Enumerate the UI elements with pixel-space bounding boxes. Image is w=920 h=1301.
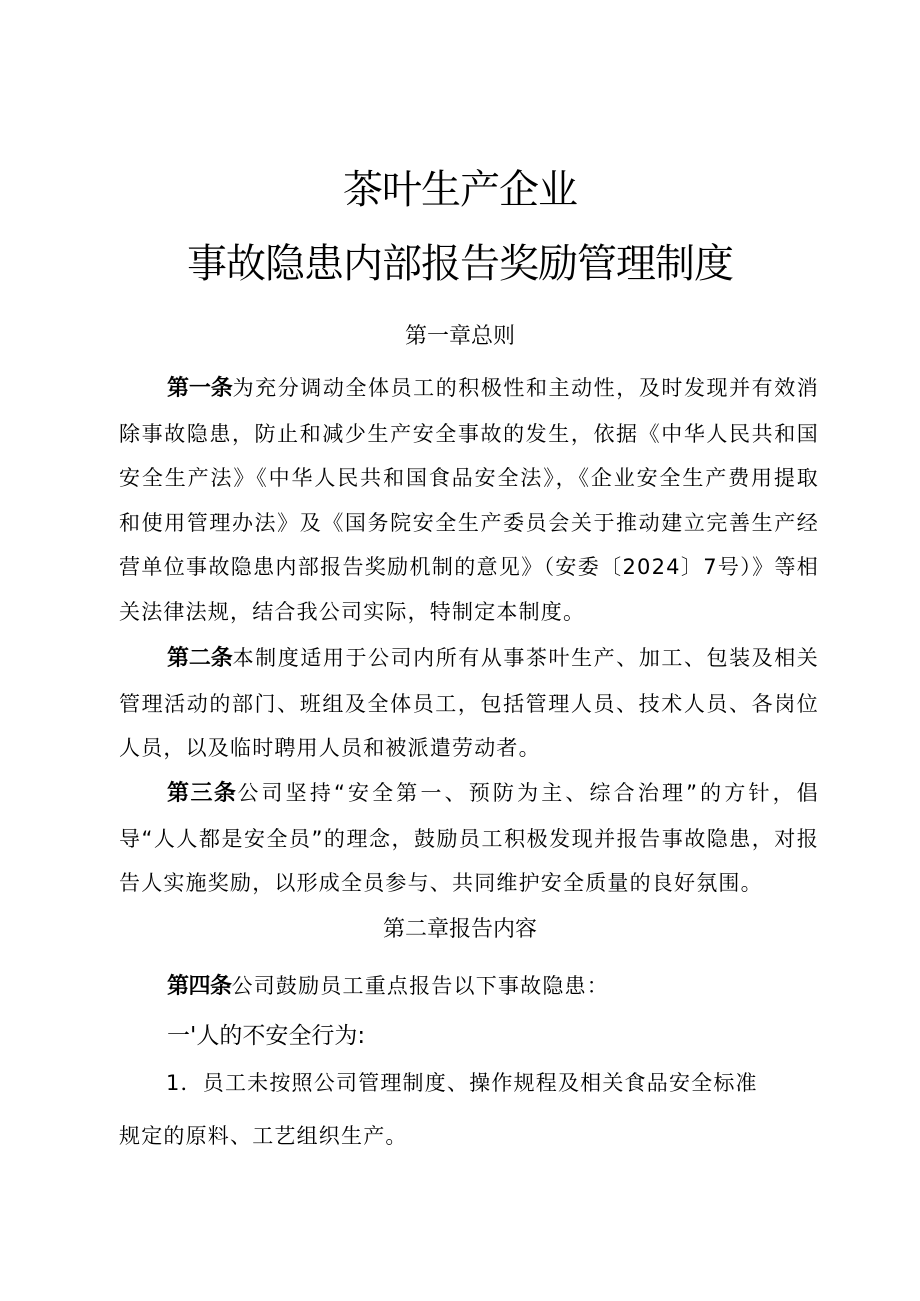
article-1-label: 第一条 [167, 376, 233, 401]
article-4-label: 第四条 [167, 974, 232, 999]
article-3-text: 公司坚持“安全第一、预防为主、综合治理”的方针，倡导“人人都是安全员”的理念，鼓励员工积极发现并报告事故隐患，对报告人实施奖励，以形成全员参与、共同维护安全质量的良好氛围。 [119, 781, 819, 895]
article-1-paragraph [119, 366, 819, 634]
article-2-paragraph [119, 636, 819, 771]
document-title-line-1: 茶叶生产企业 [343, 167, 577, 213]
article-3-label: 第三条 [167, 781, 238, 806]
list-item-1-line-1: 1．员工未按照公司管理制度、操作规程及相关食品安全标准 [166, 1071, 758, 1095]
chapter-heading-general-provisions: 第一章总则 [404, 324, 515, 349]
article-4-text: 公司鼓励员工重点报告以下事故隐患： [231, 974, 609, 998]
article-4-paragraph [119, 964, 819, 1010]
document-title-line-2: 事故隐患内部报告奖励管理制度 [187, 241, 733, 287]
list-item-1-line-2: 规定的原料、工艺组织生产。 [119, 1124, 408, 1148]
article-1-text: 为充分调动全体员工的积极性和主动性，及时发现并有效消除事故隐患，防止和减少生产安全事故的发生，依据《中华人民共和国安全生产法》《中华人民共和国食品安全法》，《企业安全生产费用提取和使用管理办法》及《国务院安全生产委员会关于推动建立完善生产经营单位事故隐患内部报告奖励机制的意见》（安委〔2024〕7号）》等相关法律法规，结合我公司实际，特制定本制度。 [119, 376, 819, 624]
article-2-label: 第二条 [167, 646, 233, 671]
chapter-heading-report-content: 第二章报告内容 [382, 917, 537, 942]
section-heading-unsafe-behavior: 一'人的不安全行为: [167, 1023, 366, 1049]
article-2-text: 本制度适用于公司内所有从事茶叶生产、加工、包装及相关管理活动的部门、班组及全体员工，包括管理人员、技术人员、各岗位人员，以及临时聘用人员和被派遣劳动者。 [119, 646, 819, 760]
article-3-paragraph [119, 771, 819, 906]
